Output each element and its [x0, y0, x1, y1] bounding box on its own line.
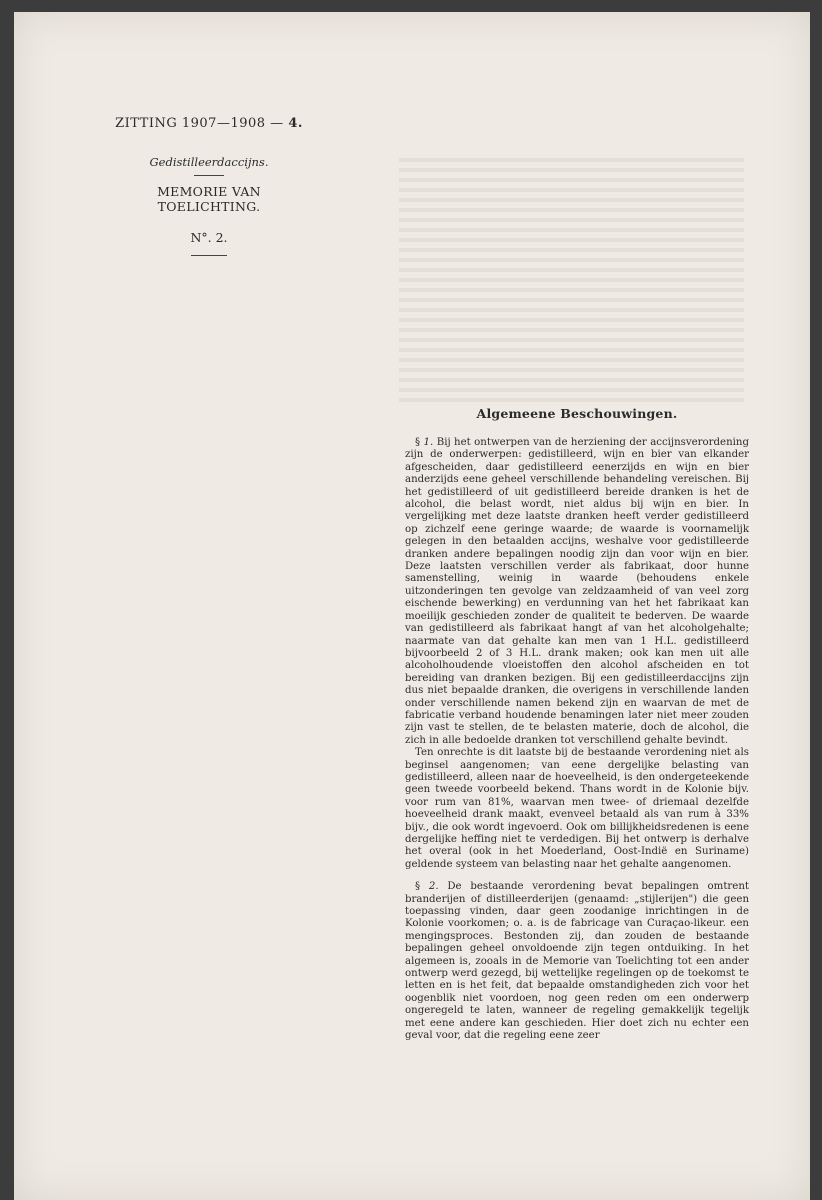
session-number: 4. — [288, 116, 303, 131]
section-mark: § — [415, 437, 421, 448]
section-number: 1. — [423, 437, 434, 448]
memo-title: MEMORIE VAN TOELICHTING. — [157, 184, 261, 214]
article-body — [405, 406, 749, 1043]
paragraph-text: De bestaande verordening bevat bepalingen omtrent branderijen of distilleerderijen (genaamd: „stijlerijen") die geen toepassing vinden, daar geen zoodanige inrichtingen in de Kolonie voorkomen; o. a. is de fabricage van Curaçao-likeur. een mengingsproces. Bestonden zij, dan zouden de bestaande bepalingen geheel onvoldoende zijn tegen ontduiking. In het algemeen is, zooals in de Memorie van Toelichting tot een ander ontwerp werd gezegd, bij wettelijke regelingen op de toekomst te letten en is het feit, dat bepaalde omstandigheden zich voor het oogenblik niet voordoen, nog geen reden om een onderwerp ongeregeld te laten, wanneer de regeling gemakkelijk tegelijk met eene andere kan geschieden. Hier doet zich nu echter een geval voor, dat die regeling eene zeer — [405, 881, 749, 1042]
section-number: 2. — [428, 881, 439, 893]
document-header — [109, 116, 309, 264]
document-number: N°. 2. — [190, 230, 228, 245]
divider — [194, 175, 224, 176]
divider — [191, 255, 227, 256]
paragraph-section-1 — [405, 437, 749, 747]
subject-title: Gedistilleerdaccijns. — [149, 155, 269, 169]
bleed-through-text — [399, 152, 744, 402]
paragraph-continuation: Ten onrechte is dit laatste bij de bestaande verordening niet als beginsel aangenomen; van eene dergelijke belasting van gedistilleerd, alleen naar de hoeveelheid, is den ondergeteekende geen tweede voorbeeld bekend. Thans wordt in de Kolonie bijv. voor rum van 81%, waarvan men twee- of driemaal dezelfde hoeveelheid drank maakt, evenveel betaald als van rum à 33% bijv., die ook wordt ingevoerd. Ook om billijkheidsredenen is eene dergelijke heffing niet te verdedigen. Bij het ontwerp is derhalve het overal (ook in het Moederland, Oost-Indië en Suriname) geldende systeem van belasting naar het gehalte aangenomen. — [405, 747, 749, 870]
session-line — [109, 116, 309, 131]
section-mark: § — [415, 881, 421, 893]
paragraph-section-2 — [405, 881, 749, 1042]
document-page — [14, 12, 810, 1200]
section-heading: Algemeene Beschouwingen. — [476, 406, 678, 421]
paragraph-text: Bij het ontwerpen van de herziening der accijnsverordening zijn de onderwerpen: gedistilleerd, wijn en bier van elkander afgescheiden, daar gedistilleerd eenerzijds en wijn en bier anderzijds eene geheel verschillende behandeling vereischen. Bij het gedistilleerd of uit gedistilleerd bereide dranken is het de alcohol, die belast wordt, niet aldus bij wijn en bier. In vergelijking met deze laatste dranken heeft verder gedistilleerd op zichzelf eene geringe waarde; de waarde is voornamelijk gelegen in den betaalden accijns, weshalve voor gedistilleerde dranken andere bepalingen noodig zijn dan voor wijn en bier. Deze laatsten verschillen verder als fabrikaat, door hunne samenstelling, weinig in waarde (behoudens enkele uitzonderingen ten gevolge van zeldzaamheid of van veel zorg eischende bewerking) en verdunning van het het fabrikaat kan moeilijk geschieden zonder de qualiteit te bederven. De waarde van gedistilleerd als fabrikaat hangt af van het alcoholgehalte; naarmate van dat gehalte kan men van 1 H.L. gedistilleerd bijvoorbeeld 2 of 3 H.L. drank maken; ook kan men uit alle alcoholhoudende vloeistoffen den alcohol afscheiden en tot bereiding van dranken bezigen. Bij een gedistilleerdaccijns zijn dus niet bepaalde dranken, die overigens in verschillende landen onder verschillende namen bekend zijn en waarvan de met de fabricatie verband houdende benamingen later niet meer zouden zijn vast te stellen, de te belasten materie, doch de alcohol, die zich in alle bedoelde dranken tot verschillend gehalte bevindt. — [405, 437, 749, 746]
session-label: ZITTING 1907—1908 — — [115, 116, 284, 131]
